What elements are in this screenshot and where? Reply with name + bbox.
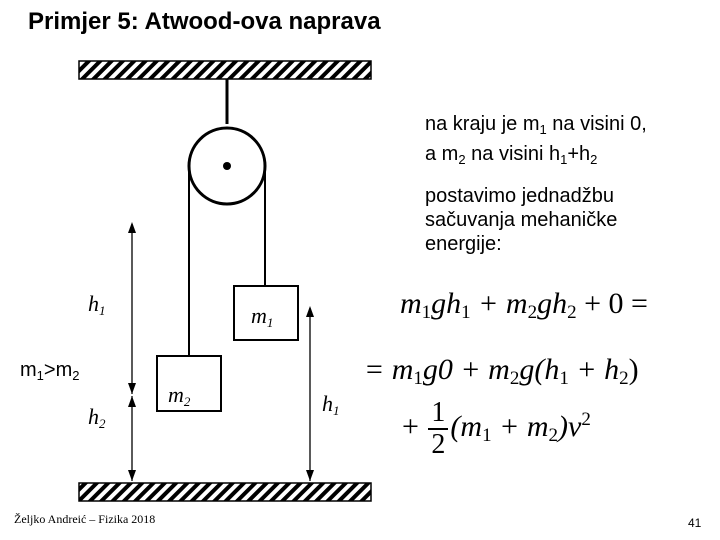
note-final-positions	[425, 112, 647, 172]
equation-line-2: = $m_1g0 + m_2g(h_1 + h_2)$	[364, 353, 639, 389]
label-h1-right: $h_1$	[322, 391, 340, 418]
note-final-line1: na kraju je $m_1$ na visini 0,	[425, 113, 647, 137]
pulley-axle	[223, 162, 231, 170]
note-energy	[425, 184, 617, 256]
note-energy-line: sačuvanja mehaničke	[425, 209, 618, 231]
label-h2-left: $h_2$	[88, 404, 106, 431]
footer-author: Željko Andreić – Fizika 2018	[14, 512, 156, 526]
equation-line-3: + $\frac{1}{2}$ $(m_1 + m_2)v^2$	[402, 397, 591, 460]
note-final-line2: a $m_2$ na visini $h_1+h_2$	[425, 143, 598, 167]
label-m2: $m_2$	[168, 382, 191, 409]
equation-line-1: $m_1gh_1 + m_2gh_2 + 0$ =	[400, 287, 648, 323]
fraction-one-half: $\frac{1}{2}$	[428, 398, 448, 460]
mass-condition: $m_1>m_2$	[20, 359, 80, 383]
note-energy-line: energije:	[425, 233, 502, 255]
slide-title: Primjer 5: Atwood-ova naprava	[28, 8, 381, 35]
label-h1-left: $h_1$	[88, 291, 106, 318]
floor-support	[79, 483, 371, 501]
ceiling-support	[79, 61, 371, 79]
page-number: 41	[688, 516, 702, 530]
note-energy-line: postavimo jednadžbu	[425, 185, 615, 207]
label-m1: $m_1$	[251, 303, 274, 330]
